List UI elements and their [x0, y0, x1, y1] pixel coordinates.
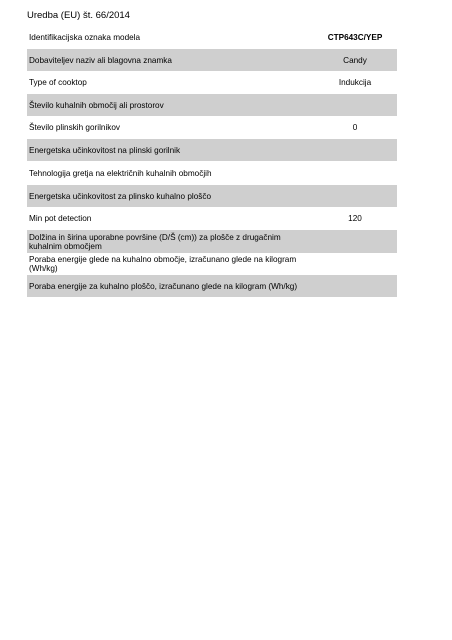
row-label: Dolžina in širina uporabne površine (D/Š (cm)) za plošče z drugačnim kuhalnim območjem — [29, 232, 281, 251]
row-value: Indukcija — [338, 78, 372, 87]
row-value: CTP643C/YEP — [327, 33, 383, 42]
row-model-id — [27, 26, 397, 49]
row-cooktop-type — [27, 71, 397, 94]
row-label: Poraba energije za kuhalno ploščo, izračunano glede na kilogram (Wh/kg) — [29, 281, 298, 291]
row-gas-burners — [27, 116, 397, 139]
row-label: Type of cooktop — [29, 78, 87, 87]
regulation-heading: Uredba (EU) št. 66/2014 — [27, 10, 130, 21]
row-energy-per-hob — [27, 275, 397, 297]
row-min-pot-detection — [27, 207, 397, 230]
row-label: Število kuhalnih območij ali prostorov — [29, 100, 164, 110]
row-label: Energetska učinkovitost za plinsko kuhalno ploščo — [29, 191, 212, 201]
row-gas-hob-efficiency — [27, 185, 397, 207]
row-brand — [27, 49, 397, 71]
row-usable-surface — [27, 230, 397, 253]
row-label: Min pot detection — [29, 214, 92, 223]
row-label: Identifikacijska oznaka modela — [29, 33, 141, 42]
row-heating-technology — [27, 161, 397, 185]
row-gas-burner-efficiency — [27, 139, 397, 161]
row-value: Candy — [343, 55, 367, 65]
row-energy-per-zone — [27, 253, 397, 275]
row-label: Tehnologija gretja na električnih kuhalnih območjih — [29, 168, 212, 178]
row-label: Energetska učinkovitost na plinski gorilnik — [29, 145, 181, 155]
row-label: Dobaviteljev naziv ali blagovna znamka — [29, 55, 172, 65]
row-label: Število plinskih gorilnikov — [29, 123, 121, 132]
row-value: 120 — [348, 214, 362, 223]
row-label: Poraba energije glede na kuhalno območje, izračunano glede na kilogram (Wh/kg) — [29, 255, 297, 273]
row-value: 0 — [352, 123, 358, 132]
spec-table — [27, 26, 397, 297]
row-zone-count — [27, 94, 397, 116]
